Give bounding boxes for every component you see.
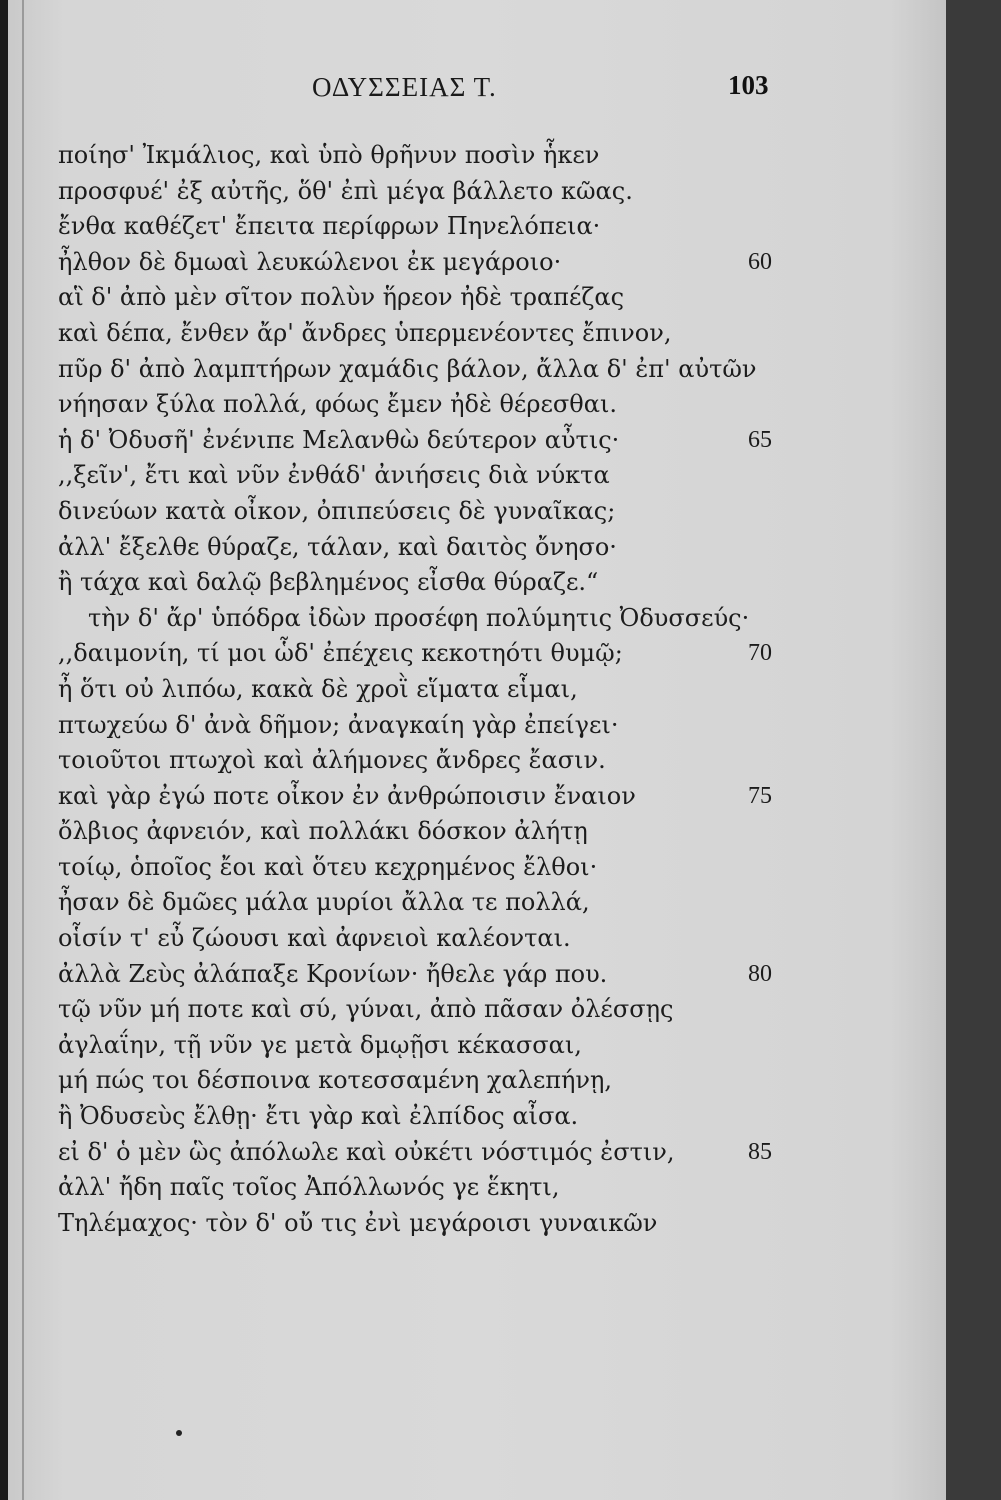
- verse-line: [58, 387, 798, 423]
- verse-line: [58, 992, 798, 1028]
- verse-text: ἡ δ' Ὀδυσῆ' ἐνένιπε Μελανθὼ δεύτερον αὖτις·: [58, 425, 620, 454]
- verse-line: [58, 138, 798, 174]
- verse-text: εἰ δ' ὁ μὲν ὣς ἀπόλωλε καὶ οὐκέτι νόστιμός ἐστιν,: [58, 1137, 675, 1166]
- verse-text: ἦ ὅτι οὐ λιπόω, κακὰ δὲ χροῒ εἵματα εἷμαι,: [58, 674, 578, 703]
- verse-text: δινεύων κατὰ οἶκον, ὀπιπεύσεις δὲ γυναῖκας;: [58, 496, 616, 525]
- verse-text: ἀλλὰ Ζεὺς ἀλάπαξε Κρονίων· ἤθελε γάρ που.: [58, 959, 608, 988]
- verse-line: [58, 850, 798, 886]
- verse-line: [58, 921, 798, 957]
- verse-text: ,,δαιμονίη, τί μοι ὧδ' ἐπέχεις κεκοτηότι θυμῷ;: [58, 639, 623, 668]
- verse-line: [58, 1028, 798, 1064]
- verse-line: [58, 957, 798, 993]
- verse-text: ἀγλαΐην, τῇ νῦν γε μετὰ δμῳῇσι κέκασσαι,: [58, 1030, 582, 1059]
- verse-text: τὴν δ' ἄρ' ὑπόδρα ἰδὼν προσέφη πολύμητις Ὀδυσσεύς·: [88, 603, 750, 632]
- verse-line: [58, 352, 798, 388]
- verse-text: οἷσίν τ' εὖ ζώουσι καὶ ἀφνειοὶ καλέονται.: [58, 924, 571, 953]
- verse-line: [58, 636, 798, 672]
- verse-line: [58, 245, 798, 281]
- verse-text: Τηλέμαχος· τὸν δ' οὔ τις ἐνὶ μεγάροισι γυναικῶν: [58, 1208, 658, 1237]
- verse-line: [58, 708, 798, 744]
- verse-text: ἀλλ' ἤδη παῖς τοῖος Ἀπόλλωνός γε ἕκητι,: [58, 1173, 560, 1202]
- verse-block: [58, 138, 798, 1241]
- scan-background: [946, 0, 1001, 1500]
- verse-line: [58, 458, 798, 494]
- verse-line: [58, 1206, 798, 1242]
- verse-number: 75: [748, 782, 772, 809]
- verse-number: 60: [748, 248, 772, 275]
- verse-text: ἢ τάχα καὶ δαλῷ βεβλημένος εἶσθα θύραζε.“: [58, 568, 599, 597]
- verse-line: [58, 1135, 798, 1171]
- verse-text: τοίῳ, ὁποῖος ἔοι καὶ ὅτευ κεχρημένος ἔλθοι·: [58, 852, 598, 881]
- verse-text: τῷ νῦν μή ποτε καὶ σύ, γύναι, ἀπὸ πᾶσαν ὀλέσσῃς: [58, 995, 674, 1024]
- verse-text: ,,ξεῖν', ἔτι καὶ νῦν ἐνθάδ' ἀνιήσεις διὰ νύκτα: [58, 461, 610, 490]
- verse-line: [58, 209, 798, 245]
- verse-line: [58, 1099, 798, 1135]
- verse-text: νήησαν ξύλα πολλά, φόως ἔμεν ἠδὲ θέρεσθαι.: [58, 390, 617, 419]
- verse-text: καὶ δέπα, ἔνθεν ἄρ' ἄνδρες ὑπερμενέοντες ἔπινον,: [58, 318, 672, 347]
- verse-text: πτωχεύω δ' ἀνὰ δῆμον; ἀναγκαίη γὰρ ἐπείγει·: [58, 710, 619, 739]
- verse-line: [58, 174, 798, 210]
- verse-text: προσφυέ' ἐξ αὐτῆς, ὅθ' ἐπὶ μέγα βάλλετο κῶας.: [58, 176, 633, 205]
- verse-line: [58, 1170, 798, 1206]
- verse-text: πῦρ δ' ἀπὸ λαμπτήρων χαμάδις βάλον, ἄλλα δ' ἐπ' αὐτῶν: [58, 354, 757, 383]
- verse-line: [58, 779, 798, 815]
- verse-text: αἳ δ' ἀπὸ μὲν σῖτον πολὺν ἥρεον ἠδὲ τραπέζας: [58, 283, 625, 312]
- verse-text: ἔνθα καθέζετ' ἔπειτα περίφρων Πηνελόπεια·: [58, 212, 601, 241]
- verse-text: ἀλλ' ἔξελθε θύραζε, τάλαν, καὶ δαιτὸς ὄνησο·: [58, 532, 617, 561]
- verse-line: [58, 601, 798, 637]
- verse-number: 85: [748, 1138, 772, 1165]
- ink-smudge: [176, 1430, 182, 1436]
- verse-text: ποίησ' Ἰκμάλιος, καὶ ὑπὸ θρῆνυν ποσὶν ἧκεν: [58, 141, 600, 169]
- page-number: 103: [728, 70, 769, 100]
- verse-text: ἦσαν δὲ δμῶες μάλα μυρίοι ἄλλα τε πολλά,: [58, 888, 590, 917]
- verse-line: [58, 316, 798, 352]
- verse-text: ἢ Ὀδυσεὺς ἔλθῃ· ἔτι γὰρ καὶ ἐλπίδος αἶσα.: [58, 1102, 579, 1131]
- verse-line: [58, 530, 798, 566]
- verse-text: μή πώς τοι δέσποινα κοτεσσαμένη χαλεπήνῃ,: [58, 1066, 613, 1095]
- verse-line: [58, 885, 798, 921]
- verse-text: καὶ γὰρ ἐγώ ποτε οἶκον ἐν ἀνθρώποισιν ἔναιον: [58, 781, 636, 810]
- verse-number: 65: [748, 426, 772, 453]
- verse-line: [58, 565, 798, 601]
- verse-number: 70: [748, 640, 772, 667]
- verse-line: [58, 814, 798, 850]
- verse-number: 80: [748, 960, 772, 987]
- verse-text: ἦλθον δὲ δμωαὶ λευκώλενοι ἐκ μεγάροιο·: [58, 247, 562, 276]
- running-head: ΟΔΥΣΣΕΙΑΣ Τ.: [312, 72, 497, 102]
- verse-text: ὄλβιος ἀφνειόν, καὶ πολλάκι δόσκον ἀλήτῃ: [58, 817, 588, 846]
- verse-line: [58, 280, 798, 316]
- verse-line: [58, 743, 798, 779]
- verse-line: [58, 423, 798, 459]
- verse-line: [58, 1063, 798, 1099]
- verse-line: [58, 494, 798, 530]
- verse-text: τοιοῦτοι πτωχοὶ καὶ ἀλήμονες ἄνδρες ἔασιν.: [58, 746, 606, 775]
- page-fold: [22, 0, 24, 1500]
- book-spine: [0, 0, 8, 1500]
- verse-line: [58, 672, 798, 708]
